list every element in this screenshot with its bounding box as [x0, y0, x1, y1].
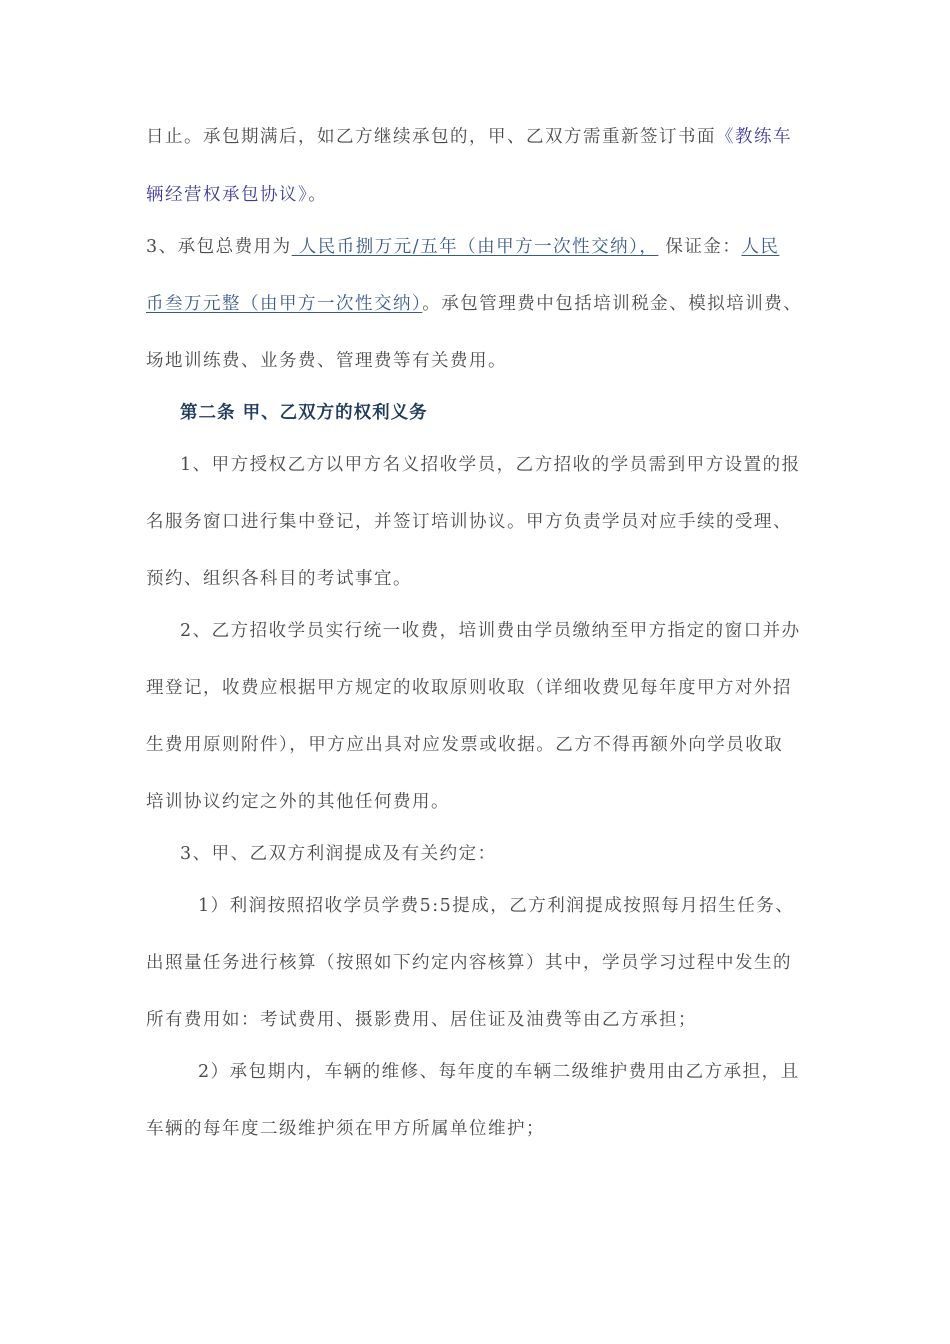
section-heading: 第二条 甲、乙双方的权利义务 — [180, 403, 428, 423]
text-line: 理登记，收费应根据甲方规定的收取原则收取（详细收费见每年度甲方对外招 — [146, 678, 792, 698]
text-span: 3、承包总费用为 — [146, 237, 292, 257]
text-span: 。承包管理费中包括培训税金、模拟培训费、 — [422, 294, 803, 314]
text-line: 2）承包期内，车辆的维修、每年度的车辆二级维护费用由乙方承担，且 — [198, 1062, 800, 1082]
contract-title-span: 《教练车 — [716, 127, 792, 147]
underlined-deposit: 币叁万元整（由甲方一次性交纳） — [146, 294, 423, 314]
underlined-fee: 人民币捌万元/五年（由甲方一次性交纳）， — [291, 237, 659, 257]
text-line — [146, 181, 811, 209]
text-line — [146, 123, 811, 151]
text-line: 名服务窗口进行集中登记，并签订培训协议。甲方负责学员对应手续的受理、 — [146, 512, 792, 532]
text-line: 场地训练费、业务费、管理费等有关费用。 — [146, 351, 507, 371]
text-line: 生费用原则附件），甲方应出具对应发票或收据。乙方不得再额外向学员收取 — [146, 735, 784, 755]
text-line: 出照量任务进行核算（按照如下约定内容核算）其中，学员学习过程中发生的 — [146, 953, 792, 973]
text-span: 。 — [308, 185, 328, 205]
contract-title-span: 辆经营权承包协议》 — [146, 185, 309, 205]
text-line — [146, 233, 811, 261]
text-line: 2、乙方招收学员实行统一收费，培训费由学员缴纳至甲方指定的窗口并办 — [180, 621, 801, 641]
text-span: 日止。承包期满后，如乙方继续承包的，甲、乙双方需重新签订书面 — [146, 127, 716, 147]
text-span: 保证金： — [658, 237, 742, 257]
text-line: 车辆的每年度二级维护须在甲方所属单位维护； — [146, 1119, 545, 1139]
text-line: 1、甲方授权乙方以甲方名义招收学员，乙方招收的学员需到甲方设置的报 — [180, 455, 801, 475]
text-line — [146, 290, 811, 318]
text-line: 培训协议约定之外的其他任何费用。 — [146, 792, 450, 812]
underlined-deposit: 人民 — [741, 237, 780, 257]
text-line: 所有费用如：考试费用、摄影费用、居住证及油费等由乙方承担； — [146, 1010, 697, 1030]
text-line: 预约、组织各科目的考试事宜。 — [146, 569, 412, 589]
text-line: 1）利润按照招收学员学费5:5提成，乙方利润提成按照每月招生任务、 — [198, 896, 795, 916]
text-line: 3、甲、乙双方利润提成及有关约定： — [180, 844, 497, 864]
